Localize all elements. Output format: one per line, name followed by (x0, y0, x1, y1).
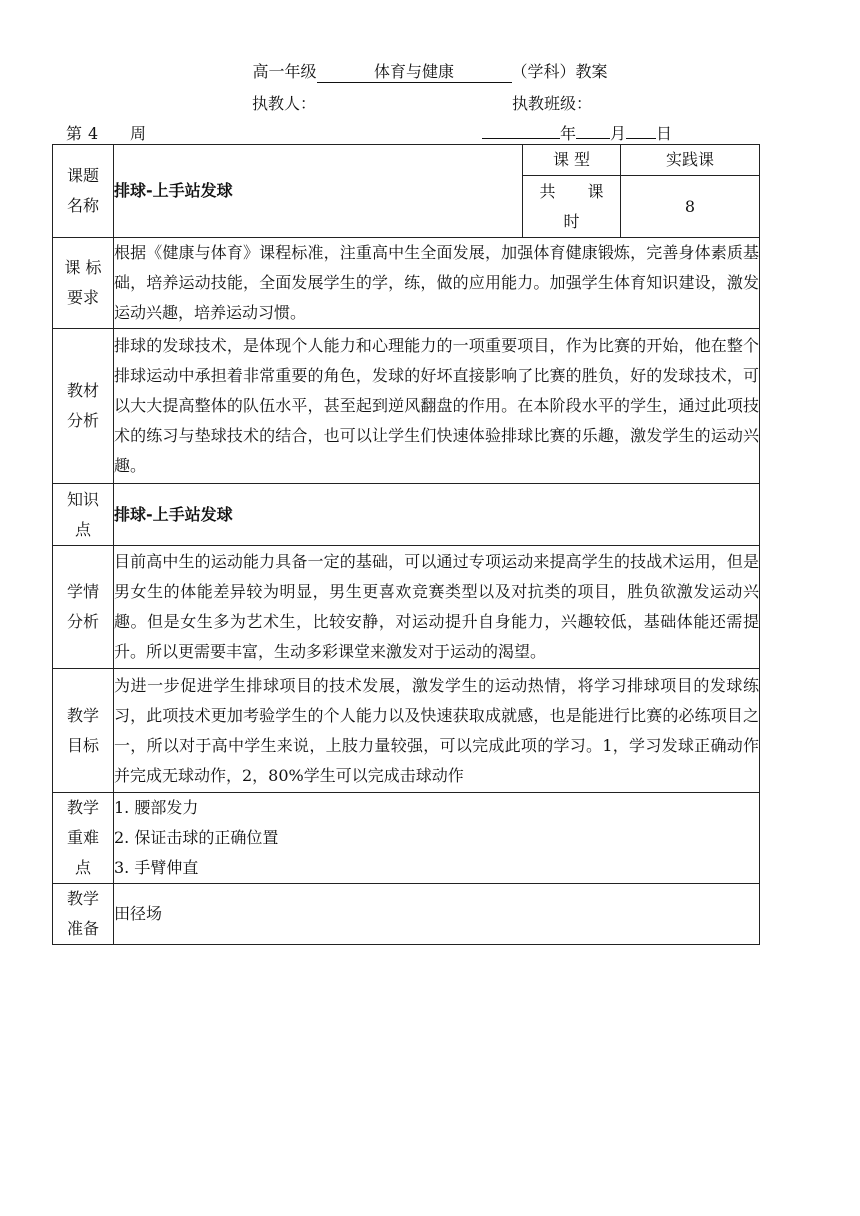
keypoints-list (114, 793, 760, 884)
topic-value: 排球-上手站发球 (114, 145, 523, 238)
list-item: 3. 手臂伸直 (114, 858, 199, 877)
week-prefix: 第 (66, 124, 83, 143)
standard-text: 根据《健康与体育》课程标准，注重高中生全面发展，加强体育健康锻炼，完善身体素质基础，培养运动技能，全面发展学生的学，练，做的应用能力。加强学生体育知识建设，激发运动兴趣，培养运动习惯。 (114, 238, 760, 329)
knowledge-value: 排球-上手站发球 (114, 484, 760, 546)
day-label: 日 (656, 124, 673, 143)
table-row (53, 793, 760, 884)
class-label: 执教班级： (512, 94, 593, 113)
table-row (53, 238, 760, 329)
standard-label-cell (53, 238, 114, 329)
preparation-label-2: 准备 (66, 919, 99, 938)
hours-label-2: 时 (563, 211, 580, 231)
objective-text: 为进一步促进学生排球项目的技术发展，激发学生的运动热情，将学习排球项目的发球练习，此项技术更加考验学生的个人能力以及快速获取成就感，也是能进行比赛的必练项目之一，所以对于高中学生来说，上肢力量较强，可以完成此项的学习。1，学习发球正确动作并完成无球动作，2，80%学生可以完成击球动作 (114, 669, 760, 793)
year-field[interactable] (482, 138, 560, 139)
keypoints-label-3: 点 (74, 858, 91, 877)
knowledge-label-1: 知识 (66, 489, 99, 509)
teacher-label: 执教人： (252, 94, 317, 113)
title-suffix: （学科）教案 (511, 62, 608, 81)
objective-label-cell (53, 669, 114, 793)
week-line (66, 121, 146, 145)
learner-label-cell (53, 546, 114, 669)
week-suffix: 周 (130, 124, 147, 143)
table-row (53, 145, 760, 176)
grade-text: 高一年级 (252, 62, 317, 81)
list-item: 2. 保证击球的正确位置 (114, 828, 279, 847)
keypoints-label-1: 教学 (66, 798, 99, 817)
lesson-plan-table (52, 144, 760, 945)
course-type-value: 实践课 (621, 145, 760, 176)
month-label: 月 (610, 124, 627, 143)
standard-label-1: 课 标 (64, 258, 102, 277)
list-item: 1. 腰部发力 (114, 798, 199, 817)
day-field[interactable] (626, 138, 656, 139)
hours-value: 8 (621, 176, 760, 238)
table-row (53, 546, 760, 669)
standard-label-2: 要求 (66, 288, 99, 307)
hours-label-cell (523, 176, 621, 238)
learner-text: 目前高中生的运动能力具备一定的基础，可以通过专项运动来提高学生的技战术运用，但是男女生的体能差异较为明显，男生更喜欢竞赛类型以及对抗类的项目，胜负欲激发运动兴趣。但是女生多为艺术生，比较安静，对运动提升自身能力，兴趣较低，基础体能还需提升。所以更需要丰富，生动多彩课堂来激发对于运动的渴望。 (114, 546, 760, 669)
table-row (53, 884, 760, 945)
material-label-2: 分析 (66, 411, 99, 430)
table-row (53, 329, 760, 484)
objective-label-2: 目标 (66, 735, 99, 755)
document-title (0, 59, 860, 83)
hours-label-1: 共 课 (539, 181, 604, 201)
topic-label-2: 名称 (66, 196, 99, 215)
preparation-label-1: 教学 (66, 889, 99, 908)
material-text: 排球的发球技术，是体现个人能力和心理能力的一项重要项目，作为比赛的开始，他在整个排球运动中承担着非常重要的角色，发球的好坏直接影响了比赛的胜负，好的发球技术，可以大大提高整体的队伍水平，甚至起到逆风翻盘的作用。在本阶段水平的学生，通过此项技术的练习与垫球技术的结合，也可以让学生们快速体验排球比赛的乐趣，激发学生的运动兴趣。 (114, 329, 760, 484)
knowledge-label-cell (53, 484, 114, 546)
table-row (53, 484, 760, 546)
topic-label-1: 课题 (66, 166, 99, 185)
keypoints-label-2: 重难 (66, 828, 99, 847)
topic-label-cell (53, 145, 114, 238)
objective-label-1: 教学 (66, 705, 99, 725)
learner-label-1: 学情 (66, 582, 99, 601)
course-type-label: 课 型 (523, 145, 621, 176)
date-line (482, 121, 672, 144)
knowledge-label-2: 点 (74, 519, 91, 539)
subject-field[interactable]: 体育与健康 (317, 62, 512, 83)
material-label-cell (53, 329, 114, 484)
year-label: 年 (560, 124, 577, 143)
preparation-label-cell (53, 884, 114, 945)
learner-label-2: 分析 (66, 612, 99, 631)
week-number-field[interactable]: 4 (82, 124, 130, 145)
table-row (53, 669, 760, 793)
material-label-1: 教材 (66, 381, 99, 400)
preparation-value: 田径场 (114, 884, 760, 945)
keypoints-label-cell (53, 793, 114, 884)
month-field[interactable] (576, 138, 610, 139)
